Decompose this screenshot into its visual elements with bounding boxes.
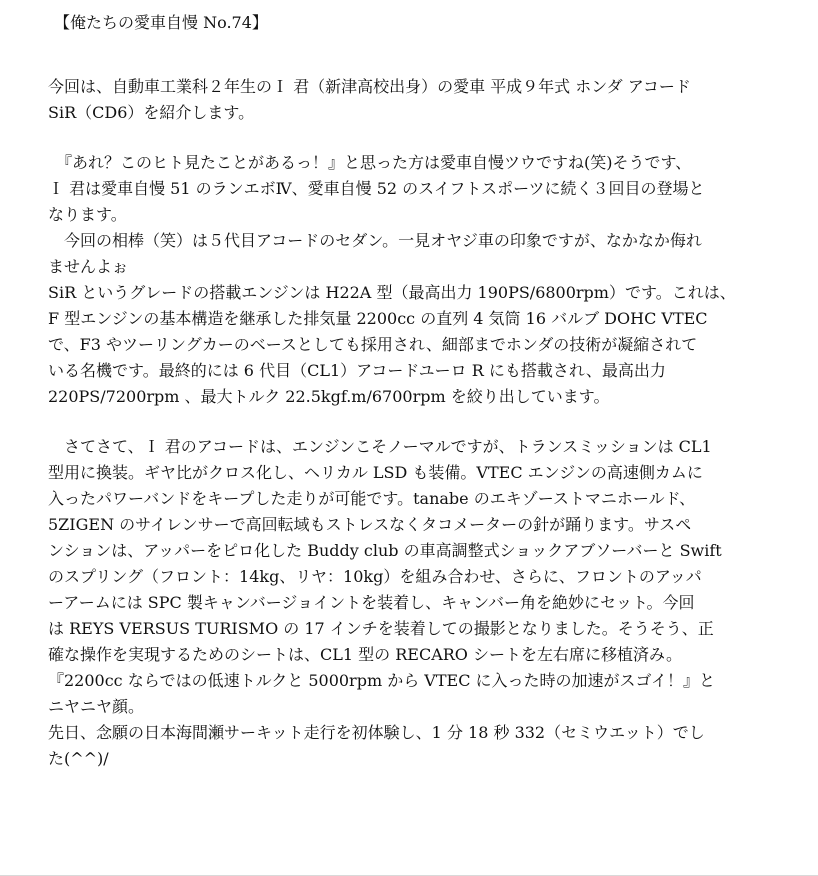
text-line: ませんよぉ bbox=[48, 257, 129, 276]
text-line: のスプリング（フロント：14kg、リヤ：10kg）を組み合わせ、さらに、フロントのアッパ bbox=[48, 567, 702, 586]
text-line: た(^^)/ bbox=[48, 749, 109, 768]
text-line: 『あれ？このヒト見たことがあるっ！』と思った方は愛車自慢ツウですね(笑)そうです、 bbox=[48, 153, 692, 172]
paragraph-gap bbox=[48, 410, 770, 434]
text-line: ンションは、アッパーをピロ化した Buddy club の車高調整式ショックアブソーバーと Swift bbox=[48, 541, 722, 560]
text-line: 先日、念願の日本海間瀬サーキット走行を初体験し、1 分 18 秒 332（セミウエット）でし bbox=[48, 723, 705, 742]
text-line: 今回の相棒（笑）は５代目アコードのセダン。一見オヤジ車の印象ですが、なかなか侮れ bbox=[48, 231, 702, 250]
text-line: 5ZIGEN のサイレンサーで高回転域もストレスなくタコメーターの針が踊ります。サスペ bbox=[48, 515, 692, 534]
text-line: で、F3 やツーリングカーのベースとしても採用され、細部までホンダの技術が凝縮されて bbox=[48, 335, 698, 354]
text-line: さてさて、Ｉ 君のアコードは、エンジンこそノーマルですが、トランスミッションは CL1 bbox=[48, 437, 712, 456]
text-line: SiR（CD6）を紹介します。 bbox=[48, 103, 255, 122]
text-line: SiR というグレードの搭載エンジンは H22A 型（最高出力 190PS/6800rpm）です。これは、 bbox=[48, 283, 736, 302]
text-line: F 型エンジンの基本構造を継承した排気量 2200cc の直列 4 気筒 16 バルブ DOHC VTEC bbox=[48, 309, 708, 328]
text-line: 確な操作を実現するためのシートは、CL1 型の RECARO シートを左右席に移植済み。 bbox=[48, 645, 682, 664]
text-line: ーアームには SPC 製キャンバージョイントを装着し、キャンバー角を絶妙にセット。今回 bbox=[48, 593, 695, 612]
text-line: は REYS VERSUS TURISMO の 17 インチを装着しての撮影となりました。そうそう、正 bbox=[48, 619, 714, 638]
article-title: 【俺たちの愛車自慢 No.74】 bbox=[54, 13, 268, 32]
text-line: 入ったパワーバンドをキープした走りが可能です。tanabe のエキゾーストマニホールド、 bbox=[48, 489, 696, 508]
text-line: 型用に換装。ギヤ比がクロス化し、ヘリカル LSD も装備。VTEC エンジンの高速側カムに bbox=[48, 463, 703, 482]
text-line: 220PS/7200rpm 、最大トルク 22.5kgf.m/6700rpm を絞り出しています。 bbox=[48, 387, 610, 406]
text-line: Ｉ 君は愛車自慢 51 のランエボⅣ、愛車自慢 52 のスイフトスポーツに続く３回目の登場と bbox=[48, 179, 705, 198]
text-line: いる名機です。最終的には 6 代目（CL1）アコードユーロ R にも搭載され、最高出力 bbox=[48, 361, 666, 380]
paragraph-gap bbox=[48, 126, 770, 150]
paragraph-engine bbox=[48, 150, 770, 410]
text-line: 『2200cc ならではの低速トルクと 5000rpm から VTEC に入った時の加速がスゴイ！』と bbox=[48, 671, 716, 690]
text-line: 今回は、自動車工業科２年生のＩ 君（新津高校出身）の愛車 平成９年式 ホンダ アコード bbox=[48, 77, 691, 96]
paragraph-tuning bbox=[48, 434, 770, 772]
text-line: ニヤニヤ顔。 bbox=[48, 697, 145, 716]
paragraph-intro bbox=[48, 74, 770, 126]
text-line: なります。 bbox=[48, 205, 127, 224]
